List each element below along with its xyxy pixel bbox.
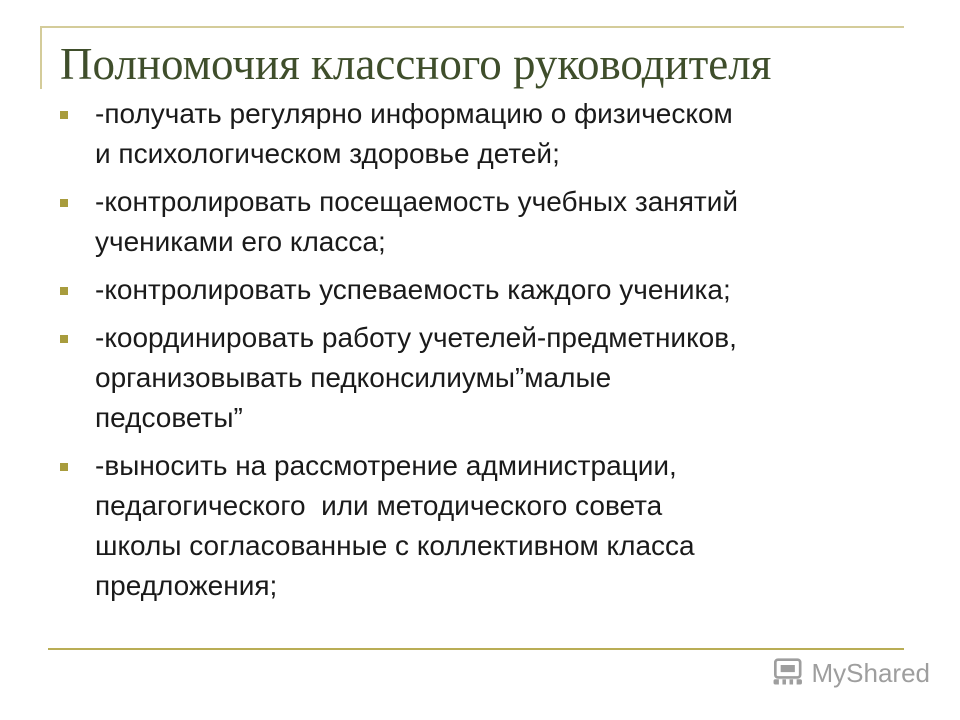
- bullet-text-line: учениками его класса;: [95, 226, 386, 257]
- bullet-text-line: -контролировать успеваемость каждого ученика;: [95, 274, 731, 305]
- square-bullet-icon: [60, 287, 68, 295]
- bottom-border-line: [48, 648, 904, 650]
- bullet-text-line: педсоветы”: [95, 402, 243, 433]
- bullet-item-2: [60, 182, 900, 262]
- bullet-text-line: педагогического или методического совета: [95, 490, 663, 521]
- bullet-text-line: -координировать работу учетелей-предметников,: [95, 322, 737, 353]
- bullet-item-4: [60, 318, 900, 438]
- bullet-text-line: и психологическом здоровье детей;: [95, 138, 560, 169]
- bullet-text-line: школы согласованные с коллективном класса: [95, 530, 695, 561]
- myshared-watermark: [770, 655, 930, 691]
- watermark-text: MyShared: [811, 658, 930, 688]
- square-bullet-icon: [60, 111, 68, 119]
- square-bullet-icon: [60, 463, 68, 471]
- bullet-text-line: предложения;: [95, 570, 278, 601]
- bullet-text-line: -получать регулярно информацию о физическом: [95, 98, 733, 129]
- bullet-list: [60, 94, 900, 614]
- slide-title: Полномочия классного руководителя: [60, 39, 772, 89]
- bullet-text-line: организовывать педконсилиумы”малые: [95, 362, 612, 393]
- myshared-logo-icon: [770, 656, 806, 690]
- square-bullet-icon: [60, 199, 68, 207]
- bullet-text-line: -выносить на рассмотрение администрации,: [95, 450, 677, 481]
- bullet-item-3: [60, 270, 900, 310]
- left-border-line: [40, 26, 42, 89]
- square-bullet-icon: [60, 335, 68, 343]
- bullet-item-1: [60, 94, 900, 174]
- top-border-line: [40, 26, 904, 28]
- bullet-text-line: -контролировать посещаемость учебных занятий: [95, 186, 739, 217]
- bullet-item-5: [60, 446, 900, 606]
